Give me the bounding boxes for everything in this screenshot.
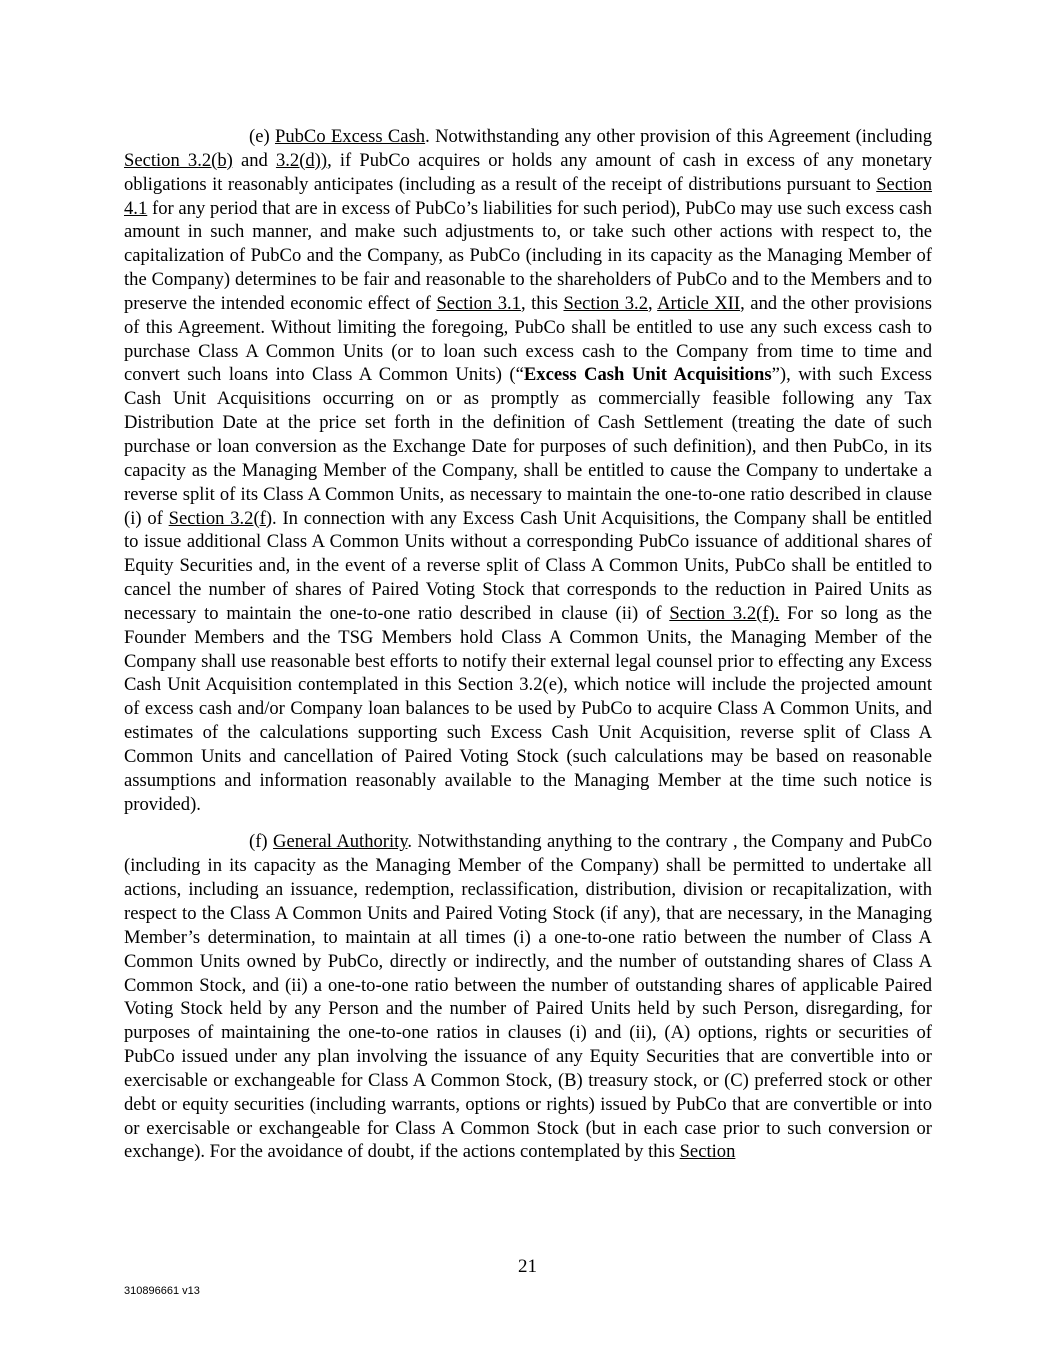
section-e-text-3: , if PubCo acquires or holds any amount of cash in excess of any monetary obligations it reasonably anticipates (including as a result of the receipt of distributions pursuant to [124,149,932,195]
section-e-text-9: . In connection with any Excess Cash Unit Acquisitions, the Company shall be entitled to issue additional Class A Common Units without a corresponding PubCo issuance of additional shares of Equity Securities and, in the event of a reverse split of Class A Common Units, PubCo shall be entitled to cancel the number of shares of Paired Voting Stock that corresponds to the reduction in Paired Units as necessary to maintain the one-to-one ratio described in clause (ii) of [124,507,932,624]
section-f-marker: (f) [249,831,268,853]
defined-term-excess-cash-unit-acquisitions: Excess Cash Unit Acquisitions [523,364,772,386]
section-e-text-5: , this [520,292,564,314]
section-ref-3-2d: 3.2(d)) [275,149,328,171]
section-f-heading: General Authority [273,831,408,853]
page-number: 21 [518,1256,537,1277]
page-body [124,125,932,1164]
section-e-paragraph [124,125,932,816]
article-ref-xii: Article XII [657,292,741,314]
section-ref-3-2f-second: Section 3.2(f). [669,602,780,624]
section-e-text-7: , and the other provisions of this Agreement. Without limiting the foregoing, PubCo shall be entitled to use any such excess cash to purchase Class A Common Units (or to loan such excess cash to the Company from time to time and convert such loans into Class A Common Units) (“ [124,292,932,386]
section-ref-continued: Section [679,1141,736,1163]
document-id: 310896661 v13 [124,1285,200,1297]
section-ref-4-1: Section 4.1 [124,173,932,219]
section-ref-3-1: Section 3.1 [436,292,521,314]
section-ref-3-2b: Section 3.2(b) [124,149,233,171]
section-e-text-4: for any period that are in excess of PubCo’s liabilities for such period), PubCo may use such excess cash amount in such manner, and make such adjustments to, or take such other actions with respect to, the capitalization of PubCo and the Company, as PubCo (including in its capacity as the Managing Member of the Company) determines to be fair and reasonable to the shareholders of PubCo and to the Members and to preserve the intended economic effect of [124,197,932,314]
section-f-text-1: . Notwithstanding anything to the contrary , the Company and PubCo (including in its capacity as the Managing Member of the Company) shall be permitted to undertake all actions, including an issuance, redemption, reclassification, distribution, division or recapitalization, with respect to the Class A Common Units and Paired Voting Stock (if any), that are necessary, in the Managing Member’s determination, to maintain at all times (i) a one-to-one ratio between the number of Class A Common Units owned by PubCo, directly or indirectly, and the number of outstanding shares of Class A Common Stock, and (ii) a one-to-one ratio between the number of outstanding shares of applicable Paired Voting Stock held by any Person and the number of Paired Units held by such Person, disregarding, for purposes of maintaining the one-to-one ratios in clauses (i) and (ii), (A) options, rights or securities of PubCo issued under any plan involving the issuance of any Equity Securities that are convertible into or exercisable or exchangeable for Class A Common Stock, (B) treasury stock, or (C) preferred stock or other debt or equity securities (including warrants, options or rights) issued by PubCo that are convertible or into or exercisable or exchangeable for Class A Common Stock (but in each case prior to such conversion or exchange). For the avoidance of doubt, if the actions contemplated by this [124,831,932,1163]
section-ref-3-2: Section 3.2 [563,292,648,314]
section-ref-3-2f: Section 3.2(f) [168,507,273,529]
section-e-heading: PubCo Excess Cash [274,126,426,147]
section-e-text-10: For so long as the Founder Members and the TSG Members hold Class A Common Units, the Managing Member of the Company shall use reasonable best efforts to notify their external legal counsel prior to effecting any Excess Cash Unit Acquisition contemplated in this Section 3.2(e), which notice will include the projected amount of excess cash and/or Company loan balances to be used by PubCo to acquire Class A Common Units, and estimates of the calculations supporting such Excess Cash Unit Acquisition, reverse split of Class A Common Units and cancellation of Paired Voting Stock (such calculations may be based on reasonable assumptions and information reasonably available to the Managing Member at the time such notice is provided). [124,602,932,815]
section-e-text-2: and [232,149,276,171]
section-e-marker: (e) [249,126,270,147]
section-f-paragraph [124,830,932,1164]
section-e-text-6: , [648,292,658,314]
section-e-text-8: ”), with such Excess Cash Unit Acquisitions occurring on or as promptly as commercially feasible following any Tax Distribution Date at the price set forth in the definition of Cash Settlement (treating the date of such purchase or loan conversion as the Exchange Date for purposes of such definition), and then PubCo, in its capacity as the Managing Member of the Company, shall be entitled to cause the Company to undertake a reverse split of its Class A Common Units, as necessary to maintain the one-to-one ratio described in clause (i) of [124,364,933,529]
section-e-text-1: . Notwithstanding any other provision of this Agreement (including [425,126,933,147]
